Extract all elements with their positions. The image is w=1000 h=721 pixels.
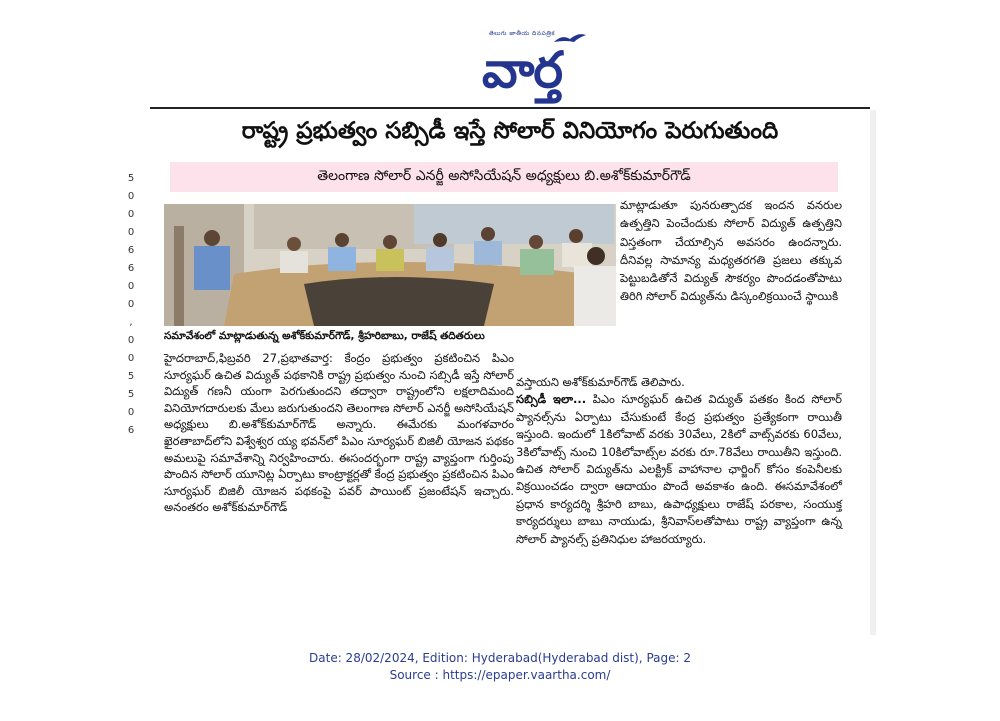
masthead <box>432 30 612 102</box>
masthead-rule <box>150 107 870 109</box>
masthead-tagline: తెలుగు జాతీయ దినపత్రిక <box>488 30 556 37</box>
edition-line: Date: 28/02/2024, Edition: Hyderabad(Hyderabad dist), Page: 2 <box>309 651 691 665</box>
article-subhead: తెలంగాణ సోలార్ ఎనర్జీ అసోసియేషన్ అధ్యక్షులు బి.అశోక్‌కుమార్‌గౌడ్ <box>317 168 691 184</box>
source-footer <box>0 650 1000 684</box>
source-line: Source : https://epaper.vaartha.com/ <box>389 668 611 682</box>
article-column-left: హైదరాబాద్,ఫిబ్రవరి 27,ప్రభాతవార్త: కేంద్రం ప్రభుత్వం ప్రకటించిన పిఎం సూర్యఘర్ ఉచిత విద్యుత్ పథకానికి రాష్ట్ర ప్రభుత్వం నుంచి సబ్సిడీ ఇస్తే సోలార్ విద్యుత్ గణనీ యంగా పెరగుతుందని తద్వారా రాష్ట్రంలోని లక్షలాదిమంది వినియోగదారులకు మేలు జరుగుతుందని తెలంగాణ సోలార్ ఎనర్జీ అసోసియేషన్ అధ్యక్షులు బి.అశోక్‌కుమార్‌గౌడ్ అన్నారు. ఈమేరకు మంగళవారం ఖైరతాబాద్‌లోని విశ్వేశ్వర య్య భవన్‌లో పిఎం సూర్యఘర్ బిజిలీ యోజన పథకం అమలుపై సమావేశాన్ని నిర్వహించారు. ఈసందర్భంగా రాష్ట్ర వ్యాప్తంగా గుర్తింపు పొందిన సోలార్ యూనిట్ల ఏర్పాటు కాంట్రాక్టర్లతో కేంద్ర ప్రభుత్వం ప్రకటించిన పిఎం సూర్యఘర్ బిజిలీ యోజన పథకంపై పవర్ పాయింట్ ప్రజంటేషన్ ఇచ్చారు. అనంతరం అశోక్‌కుమార్‌గౌడ్ <box>164 351 514 515</box>
article-column-right <box>516 374 842 548</box>
article-column-right-top: మాట్లాడుతూ పునరుత్పాదక ఇందన వనరుల ఉత్పత్తిని పెంచేందుకు సోలార్ విద్యుత్ ఉత్పత్తిని విస్తతంగా చేయాల్సిన అవసరం ఉందన్నారు. దీనివల్ల సామాన్య మధ్యతరగతి ప్రజలు తక్కువ పెట్టుబడితోనే విద్యుత్ సౌకర్యం పొందడంతోపాటు తిరిగి సోలార్ విద్యుత్‌ను డిస్కంలిక్రయించే స్థాయికి <box>620 198 842 304</box>
subsection-body: పిఎం సూర్యఘర్ ఉచిత విద్యుత్ పతకం కింద సోలార్ ప్యానల్స్‌ను ఏర్పాటు చేసుకుంటే కేంద్ర ప్రభుత్వం ప్రత్యేకంగా రాయితీ ఇస్తుంది. ఇందులో 1కిలోవాట్ వరకు 30వేలు, 2కిలో వాట్స్‌వరకు 60వేలు, 3కిలోవాట్స్ నుంచి 10కిలోవాట్స్‌ల వరకు రూ.78వేలు రాయితీని ఇస్తుంది. ఉచిత సోలార్ విద్యుత్‌ను ఎలక్ట్రిక్ వాహానాల ఛార్జింగ్ కోసం కంపెనీలకు విక్రయించడం ద్వారా ఆదాయం పొందే అవకాశం ఉంది. ఈసమావేశంలో ప్రధాన కార్యదర్శి శ్రీహరి బాబు, ఉపాధ్యక్షులు రాజేష్ పరకాల, సంయుక్త కార్యదర్శులు బాబు నాయుడు, శ్రీనివాస్‌లతోపాటు రాష్ట్ర వ్యాప్తంగా ఉన్న సోలార్ ప్యానల్స్ ప్రతినిధుల హాజరయ్యారు. <box>516 392 842 546</box>
article-headline: రాష్ట్ర ప్రభుత్వం సబ్సిడీ ఇస్తే సోలార్ వినియోగం పెరుగుతుంది <box>241 118 779 144</box>
article-clipping <box>150 110 876 635</box>
adjacent-column-fragments: 5 0 0 0 6 6 0 0 , 0 0 5 5 0 6 <box>127 173 135 436</box>
meeting-photo <box>164 204 616 326</box>
article-continuation: వస్తాయని అశోక్‌కుమార్‌గౌడ్ తెలిపారు. <box>516 375 685 389</box>
bird-logo-icon <box>552 32 588 46</box>
subhead-band <box>170 162 838 192</box>
vaartha-logo: వార్త <box>481 41 563 99</box>
subsection-lead: సబ్సిడీ ఇలా... <box>516 392 587 407</box>
photo-caption: సమావేశంలో మాట్లాడుతున్న అశోక్‌కుమార్‌గౌడ్, శ్రీహరిబాబు, రాజేష్ తదితరులు <box>164 330 485 342</box>
meeting-photo-illustration <box>164 204 616 326</box>
